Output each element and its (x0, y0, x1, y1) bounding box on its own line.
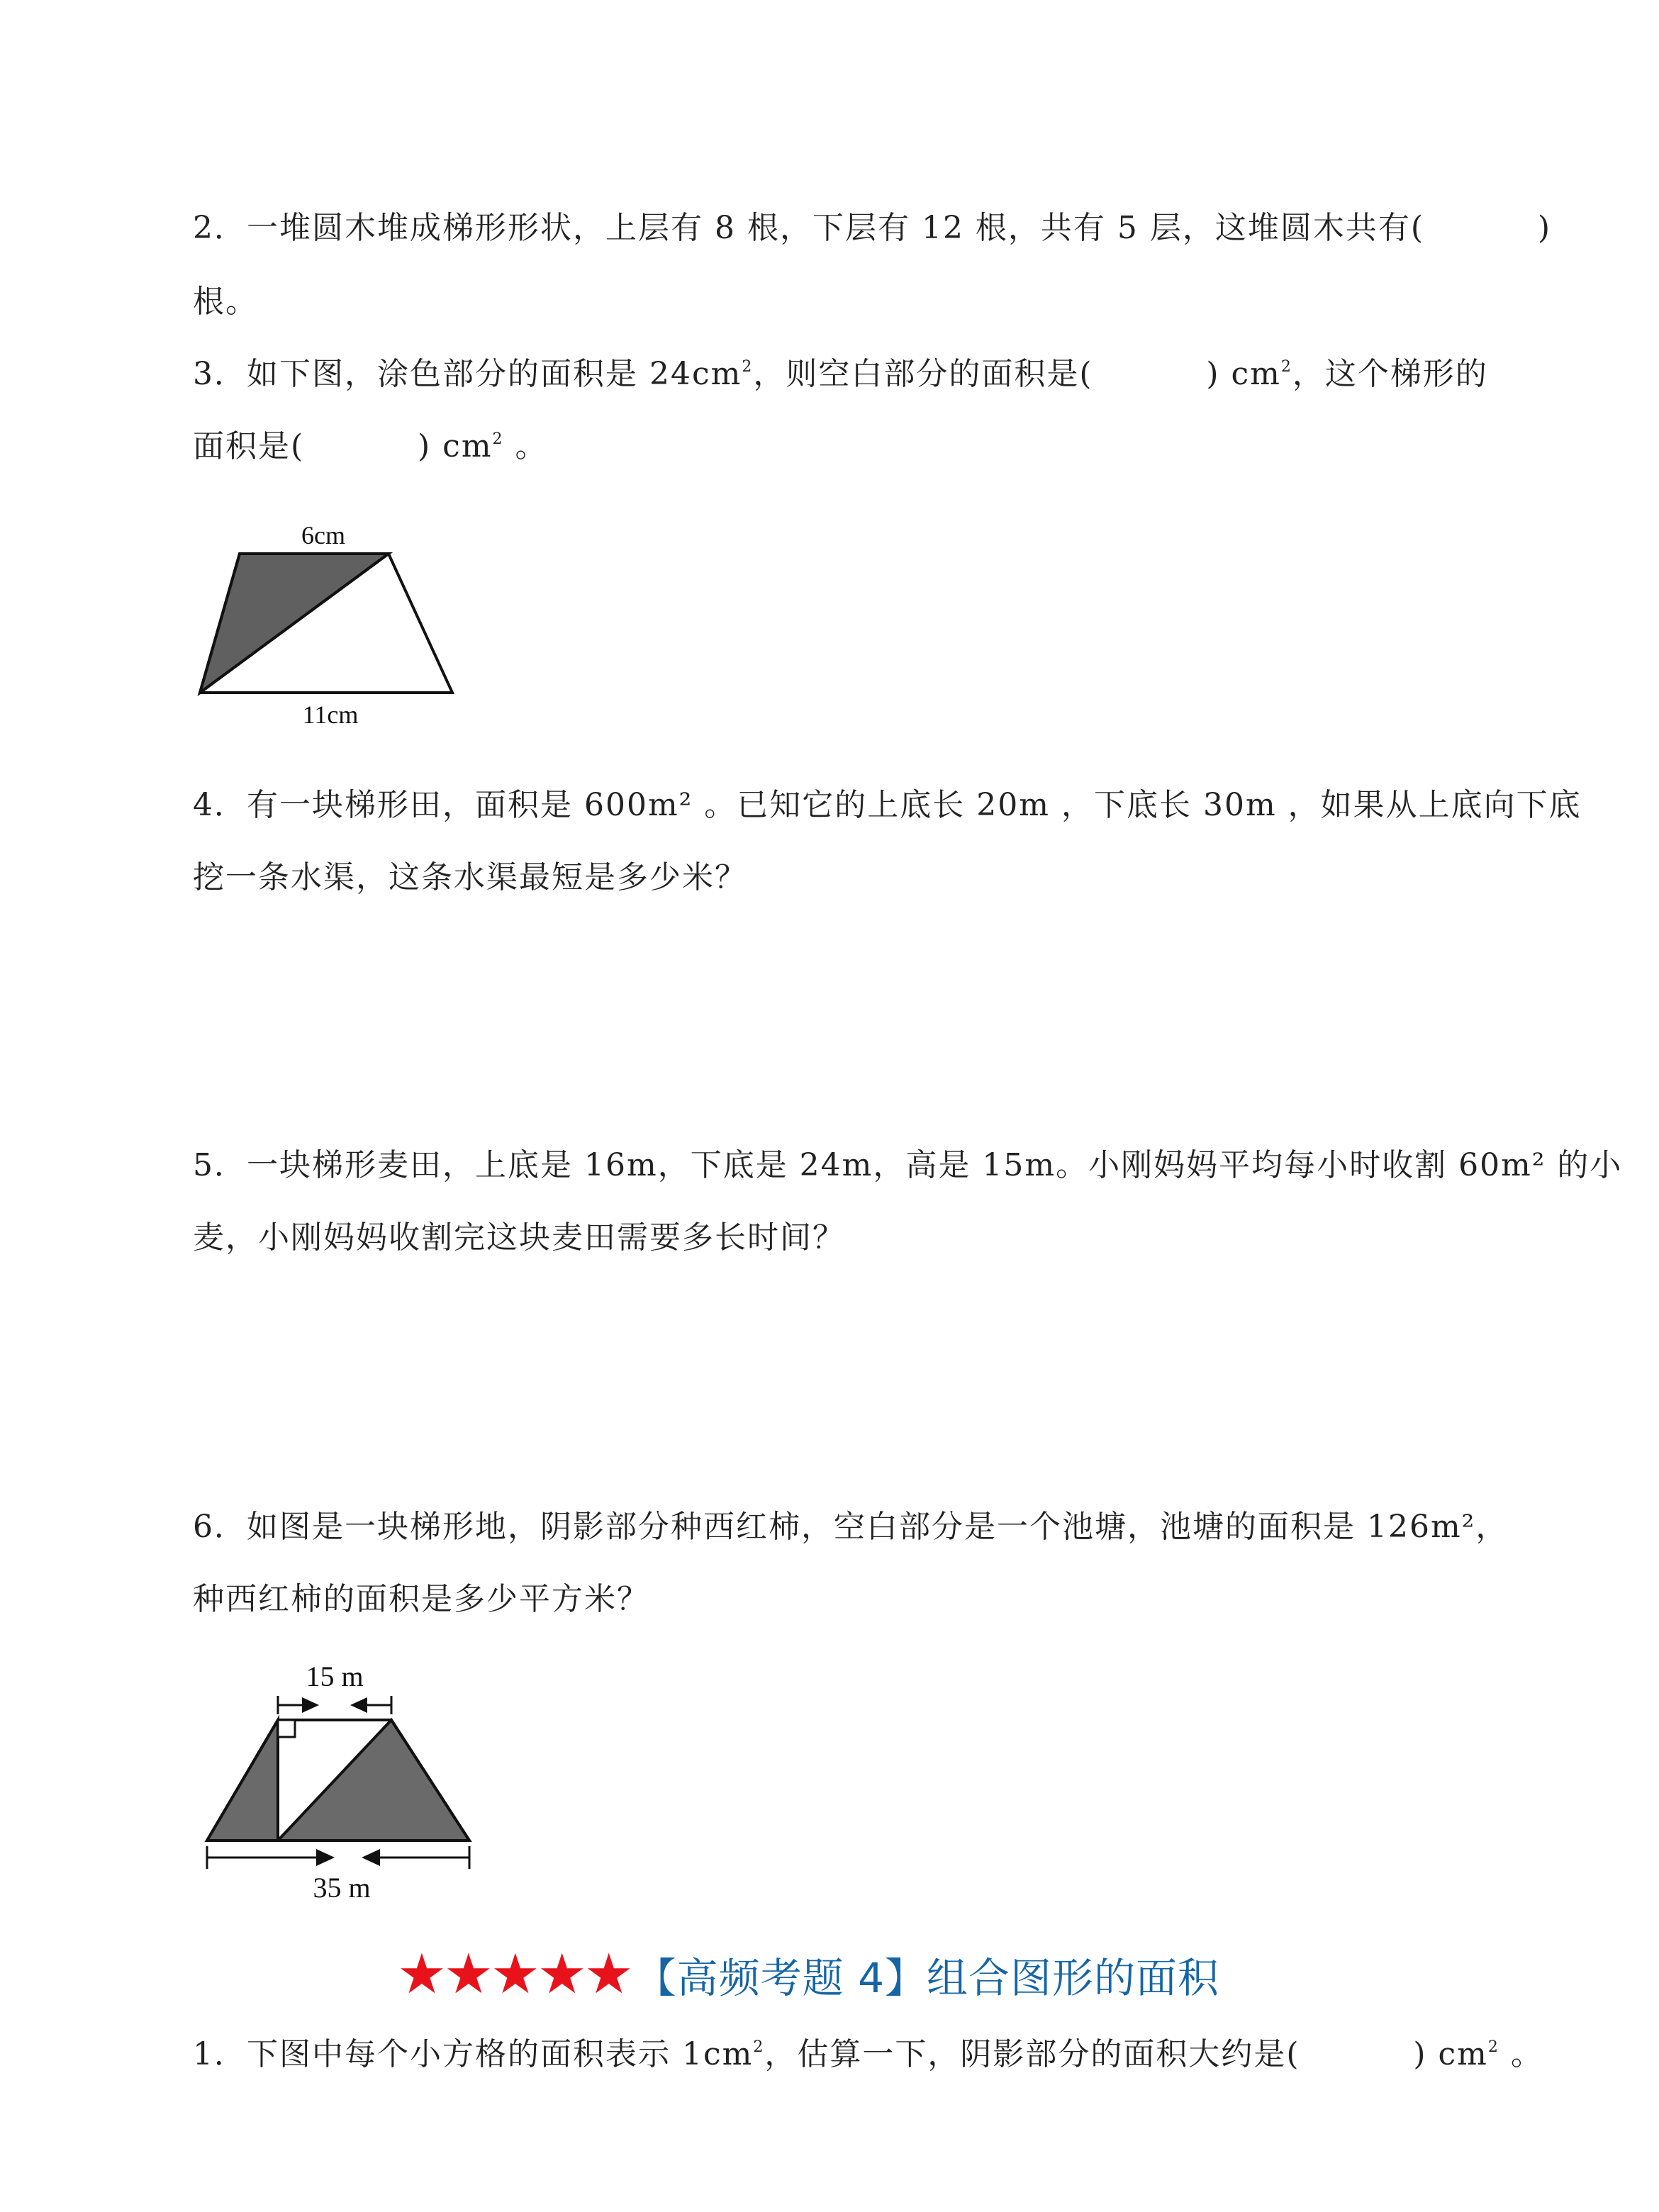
q6-right-angle-mark (278, 1720, 295, 1737)
q3-top-label: 6cm (301, 521, 345, 549)
q3-sup-1: 2 (742, 358, 754, 376)
five-star-icon: ★★★★★ (397, 1943, 631, 2006)
s4q1-sup-1: 2 (753, 2038, 765, 2056)
q6-line1: 6．如图是一块梯形地，阴影部分种西红柿，空白部分是一个池塘，池塘的面积是 126m²， (193, 1509, 1509, 1545)
q5-line1: 5．一块梯形麦田，上底是 16m，下底是 24m，高是 15m。小刚妈妈平均每小时收割 60m² 的小 (193, 1147, 1623, 1183)
q3-trapezoid-figure (191, 514, 475, 734)
q3-text-a: 3．如下图，涂色部分的面积是 24cm (193, 356, 742, 392)
q6-top-label: 15 m (306, 1660, 364, 1692)
q2-line2: 根。 (193, 284, 258, 320)
section-title: 【高频考题 4】组合图形的面积 (635, 1954, 1219, 2002)
section-heading (397, 1943, 1219, 2006)
s4q1-text-a: 1．下图中每个小方格的面积表示 1cm (193, 2036, 754, 2072)
q6-bottom-label: 35 m (313, 1872, 371, 1904)
q6-line2: 种西红柿的面积是多少平方米？ (193, 1581, 649, 1617)
q3-text-d: 面积是( ) cm (193, 428, 493, 464)
s4q1-text-b: ，估算一下，阴影部分的面积大约是( ) cm (764, 2036, 1488, 2072)
q3-sup-2: 2 (1280, 358, 1292, 376)
s4q1-line (193, 2033, 1543, 2076)
q2-line1: 2．一堆圆木堆成梯形形状，上层有 8 根，下层有 12 根，共有 5 层，这堆圆木共有( ) (193, 210, 1552, 246)
q3-sup-3: 2 (492, 430, 504, 448)
q6-right-shaded-triangle (278, 1720, 469, 1840)
q4-line1: 4．有一块梯形田，面积是 600m² 。已知它的上底长 20m ，下底长 30m ，如果从上底向下底 (193, 787, 1582, 823)
q5-line2: 麦，小刚妈妈收割完这块麦田需要多长时间？ (193, 1219, 845, 1256)
q6-top-arrow-right (302, 1697, 319, 1713)
q3-text-c: ，这个梯形的 (1292, 356, 1488, 392)
q3-line1 (193, 353, 1488, 396)
q3-text-e: 。 (503, 428, 548, 464)
q6-top-arrow-left (350, 1697, 367, 1713)
q6-bottom-arrow-right (316, 1849, 335, 1866)
s4q1-text-c: 。 (1499, 2036, 1543, 2072)
q3-bottom-label: 11cm (302, 700, 359, 729)
q4-line2: 挖一条水渠，这条水渠最短是多少米？ (193, 859, 747, 895)
s4q1-sup-2: 2 (1487, 2038, 1499, 2056)
q6-trapezoid-figure (199, 1652, 482, 1907)
q6-bottom-arrow-left (362, 1849, 380, 1866)
q3-text-b: ，则空白部分的面积是( ) cm (753, 356, 1281, 392)
q3-line2 (193, 425, 548, 468)
